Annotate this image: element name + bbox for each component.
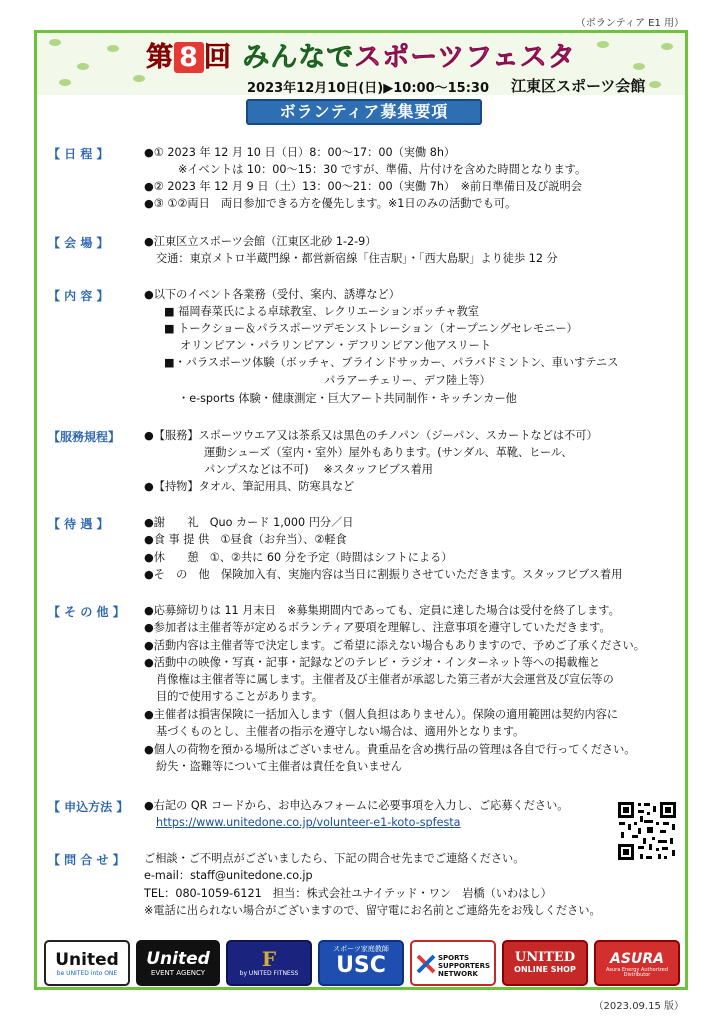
dress-code-line: 運動シューズ（室内・室外）屋外もあります。(サンダル、革靴、ヒール、 <box>204 446 573 459</box>
logo-united-event-agency: United EVENT AGENCY <box>136 940 220 986</box>
dress-code-label: 【服務規程】 <box>48 430 121 444</box>
schedule-line: ●② 2023 年 12 月 9 日（土）13：00～21：00（実働 7h） ※前日準備日及び説明会 <box>144 180 582 193</box>
contact-label: 【 問 合 せ 】 <box>48 853 125 867</box>
other-line: 紛失・盗難等について主催者は責任を負いません <box>156 760 402 773</box>
content-line: オリンピアン・パラリンピアン・デフリンピアン他アスリート <box>180 339 492 352</box>
content-label: 【 内 容 】 <box>48 289 109 303</box>
contact-line: ※電話に出られない場合がございますので、留守電にお名前とご連絡先をお残しください。 <box>144 904 601 917</box>
venue-line: 交通：東京メトロ半蔵門線・都営新宿線「住吉駅」・「西大島駅」より徒歩 12 分 <box>156 252 558 265</box>
logo-united: United be UNITED into ONE <box>44 940 130 986</box>
content-line: ■ 福岡春菜氏による卓球教室、レクリエーションボッチャ教室 <box>164 305 479 318</box>
other-line: ●参加者は主催者等が定めるボランティア要項を理解し、注意事項を遵守していただきます。 <box>144 621 611 634</box>
festival-title: 第 8 回 みんなでスポーツフェスタ <box>146 42 576 73</box>
logo-sports-supporters-network: SPORTS SUPPORTERS NETWORK <box>410 940 496 986</box>
sponsor-logos <box>44 940 680 988</box>
other-line: ●個人の荷物を預かる場所はございません。貴重品を含め携行品の管理は各自で行ってください。 <box>144 743 636 756</box>
festival-date: 2023年12月10日(日)▶10:00～15:30 <box>247 81 490 95</box>
dress-code-line: ●【持物】タオル、筆記用具、防寒具など <box>144 480 355 493</box>
content-line: ■・パラスポーツ体験（ボッチャ、ブラインドサッカー、パラバドミントン、車いすテニス <box>164 356 619 369</box>
logo-forme: F by UNITED FITNESS <box>226 940 312 986</box>
other-line: 肖像権は主催者等に属します。主催者及び主催者が承認した第三者が大会運営及び宣伝等の <box>156 673 614 686</box>
treatment-line: ●食 事 提 供 ①昼食（お弁当）、②軽食 <box>144 533 347 546</box>
x-mark-icon <box>416 954 436 974</box>
treatment-line: ●謝 礼 Quo カード 1,000 円分／日 <box>144 516 354 529</box>
treatment-line: ●そ の 他 保険加入有、実施内容は当日に割振りさせていただきます。スタッフビブス着用 <box>144 568 623 581</box>
other-line: 基づくものとし、主催者の指示を遵守しない場合は、適用外となります。 <box>156 725 525 738</box>
content-line: ■ トークショー＆パラスポーツデモンストレーション（オープニングセレモニー） <box>164 322 578 335</box>
treatment-line: ●休 憩 ①、②共に 60 分を予定（時間はシフトによる） <box>144 551 453 564</box>
leaf-decoration <box>133 75 145 82</box>
schedule-line: ※イベントは 10：00～15：30 ですが、準備、片付けを含めた時間となります。 <box>178 163 587 176</box>
apply-label: 【 申込方法 】 <box>48 800 129 814</box>
leaf-decoration <box>649 81 661 88</box>
schedule-label: 【 日 程 】 <box>48 147 109 161</box>
contact-phone: TEL：080-1059-6121 担当：株式会社ユナイテッド・ワン 岩橋（いわはし） <box>144 887 552 900</box>
other-line: ●主催者は損害保険に一括加入します（個人負担はありません）。保険の適用範囲は契約内容に <box>144 708 619 721</box>
logo-united-online-shop: UNITED ONLINE SHOP <box>502 940 588 986</box>
dress-code-line: パンプスなどは不可) ※スタッフビブス着用 <box>204 463 433 476</box>
other-line: ●活動中の映像・写真・記事・記録などのテレビ・ラジオ・インターネット等への掲載権と <box>144 656 601 669</box>
other-label: 【 そ の 他 】 <box>48 605 125 619</box>
venue-label: 【 会 場 】 <box>48 236 109 250</box>
treatment-label: 【 待 遇 】 <box>48 517 109 531</box>
festival-banner <box>37 33 685 95</box>
contact-line: ご相談・ご不明点がございましたら、下記の問合せ先までご連絡ください。 <box>144 852 525 865</box>
contact-email[interactable]: e-mail：staff@unitedone.co.jp <box>144 869 313 882</box>
qr-code-graphic <box>616 800 678 862</box>
other-line: 目的で使用することがあります。 <box>156 690 323 703</box>
dress-code-line: ●【服務】スポーツウエア又は茶系又は黒色のチノパン（ジーパン、スカートなどは不可） <box>144 429 598 442</box>
apply-line: ●右記の QR コードから、お申込みフォームに必要事項を入力し、ご応募ください。 <box>144 799 569 812</box>
festival-venue: 江東区スポーツ会館 <box>511 77 646 95</box>
leaf-decoration <box>59 79 71 86</box>
schedule-line: ●① 2023 年 12 月 10 日（日）8：00～17：00（実働 8h） <box>144 146 456 159</box>
content-line: ・e-sports 体験・健康測定・巨大アート共同制作・キッチンカー他 <box>178 392 517 405</box>
content-line: パラアーチェリー、デフ陸上等） <box>324 374 491 387</box>
recruitment-title: ボランティア募集要項 <box>246 99 482 125</box>
other-line: ●応募締切りは 11 月末日 ※募集期間内であっても、定員に達した場合は受付を終了します。 <box>144 604 620 617</box>
content-line: ●以下のイベント各業務（受付、案内、誘導など） <box>144 288 400 301</box>
logo-asura: ASURA Asura Energy Authorized Distributor <box>594 940 680 986</box>
other-line: ●活動内容は主催者等で決定します。ご希望に添えない場合もありますので、予めご了承ください。 <box>144 639 645 652</box>
apply-url-link[interactable]: https://www.unitedone.co.jp/volunteer-e1-koto-spfesta <box>156 816 461 829</box>
version-note: （2023.09.15 版） <box>593 1001 684 1012</box>
qr-code[interactable] <box>616 800 678 862</box>
venue-line: ●江東区立スポーツ会館（江東区北砂 1-2-9） <box>144 235 377 248</box>
schedule-line: ●③ ①②両日 両日参加できる方を優先します。※1日のみの活動でも可。 <box>144 197 517 210</box>
logo-usc: スポーツ家庭教師 USC <box>318 940 404 986</box>
usage-note: （ボランティア E1 用） <box>575 18 684 29</box>
